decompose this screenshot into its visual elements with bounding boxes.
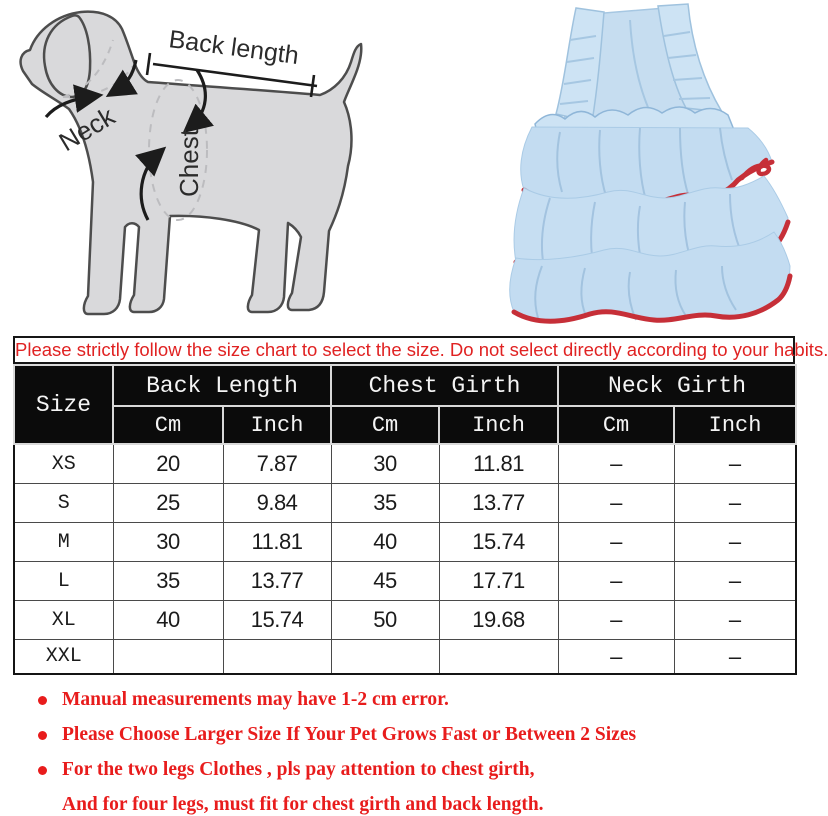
measurement-cell: – bbox=[674, 444, 796, 484]
size-table-header bbox=[14, 365, 796, 444]
measurement-cell: 9.84 bbox=[223, 484, 331, 523]
note-item bbox=[36, 759, 800, 781]
note-item bbox=[36, 794, 800, 816]
measurement-cell: 11.81 bbox=[223, 523, 331, 562]
measurement-cell: 11.81 bbox=[439, 444, 558, 484]
measurement-cell: – bbox=[558, 444, 674, 484]
size-label: M bbox=[14, 523, 113, 562]
hero-section bbox=[0, 0, 800, 336]
unit-header-inch: Inch bbox=[674, 406, 796, 444]
measurement-cell: 17.71 bbox=[439, 562, 558, 601]
unit-header-cm: Cm bbox=[113, 406, 223, 444]
measurement-cell: 35 bbox=[331, 484, 439, 523]
measurement-cell: 13.77 bbox=[439, 484, 558, 523]
notes-list bbox=[36, 689, 800, 816]
neck-label: Neck bbox=[53, 100, 120, 158]
note-text: Manual measurements may have 1-2 cm error. bbox=[62, 689, 449, 710]
neck-girth-header: Neck Girth bbox=[558, 365, 796, 406]
measurement-cell bbox=[331, 640, 439, 675]
bullet-icon bbox=[38, 731, 47, 740]
table-row bbox=[14, 640, 796, 675]
note-item bbox=[36, 724, 800, 746]
measurement-cell: 50 bbox=[331, 601, 439, 640]
measurement-cell: 30 bbox=[331, 444, 439, 484]
measurement-cell: 25 bbox=[113, 484, 223, 523]
chest-label: Chest bbox=[174, 129, 204, 197]
table-row bbox=[14, 444, 796, 484]
unit-header-inch: Inch bbox=[223, 406, 331, 444]
measurement-cell: 7.87 bbox=[223, 444, 331, 484]
size-label: XS bbox=[14, 444, 113, 484]
measurement-cell: 35 bbox=[113, 562, 223, 601]
measurement-cell: 15.74 bbox=[223, 601, 331, 640]
table-row bbox=[14, 562, 796, 601]
unit-header-inch: Inch bbox=[439, 406, 558, 444]
unit-header-cm: Cm bbox=[331, 406, 439, 444]
measurement-cell: 20 bbox=[113, 444, 223, 484]
note-item bbox=[36, 689, 800, 711]
size-label: XL bbox=[14, 601, 113, 640]
measurement-cell bbox=[223, 640, 331, 675]
note-text: Please Choose Larger Size If Your Pet Grows Fast or Between 2 Sizes bbox=[62, 724, 637, 745]
table-row bbox=[14, 601, 796, 640]
size-label: XXL bbox=[14, 640, 113, 675]
measurement-cell: 40 bbox=[113, 601, 223, 640]
measurement-cell: 30 bbox=[113, 523, 223, 562]
measurement-cell: 13.77 bbox=[223, 562, 331, 601]
chest-girth-header: Chest Girth bbox=[331, 365, 558, 406]
unit-header-cm: Cm bbox=[558, 406, 674, 444]
product-photo bbox=[480, 0, 800, 336]
measurement-cell: 19.68 bbox=[439, 601, 558, 640]
measurement-cell: – bbox=[558, 640, 674, 675]
dog-measurement-diagram bbox=[0, 0, 400, 336]
measurement-cell: – bbox=[558, 562, 674, 601]
measurement-cell: – bbox=[558, 484, 674, 523]
measurement-cell bbox=[113, 640, 223, 675]
note-text: And for four legs, must fit for chest girth and back length. bbox=[62, 794, 544, 815]
size-table bbox=[13, 364, 797, 675]
measurement-cell: 45 bbox=[331, 562, 439, 601]
measurement-cell: 15.74 bbox=[439, 523, 558, 562]
measurement-cell: – bbox=[674, 601, 796, 640]
back-length-header: Back Length bbox=[113, 365, 331, 406]
measurement-cell: – bbox=[674, 484, 796, 523]
measurement-cell: – bbox=[674, 523, 796, 562]
measurement-cell: – bbox=[674, 562, 796, 601]
table-row bbox=[14, 484, 796, 523]
measurement-cell: – bbox=[674, 640, 796, 675]
warning-banner: Please strictly follow the size chart to select the size. Do not select directly according to your habits. bbox=[13, 336, 795, 364]
measurement-cell: – bbox=[558, 601, 674, 640]
note-text: For the two legs Clothes , pls pay attention to chest girth, bbox=[62, 759, 535, 780]
bullet-icon bbox=[38, 766, 47, 775]
size-column-header: Size bbox=[14, 365, 113, 444]
size-table-body bbox=[14, 444, 796, 674]
size-label: S bbox=[14, 484, 113, 523]
size-label: L bbox=[14, 562, 113, 601]
back-length-label: Back length bbox=[167, 25, 301, 71]
bullet-icon bbox=[38, 696, 47, 705]
measurement-cell bbox=[439, 640, 558, 675]
table-row bbox=[14, 523, 796, 562]
measurement-cell: – bbox=[558, 523, 674, 562]
measurement-cell: 40 bbox=[331, 523, 439, 562]
